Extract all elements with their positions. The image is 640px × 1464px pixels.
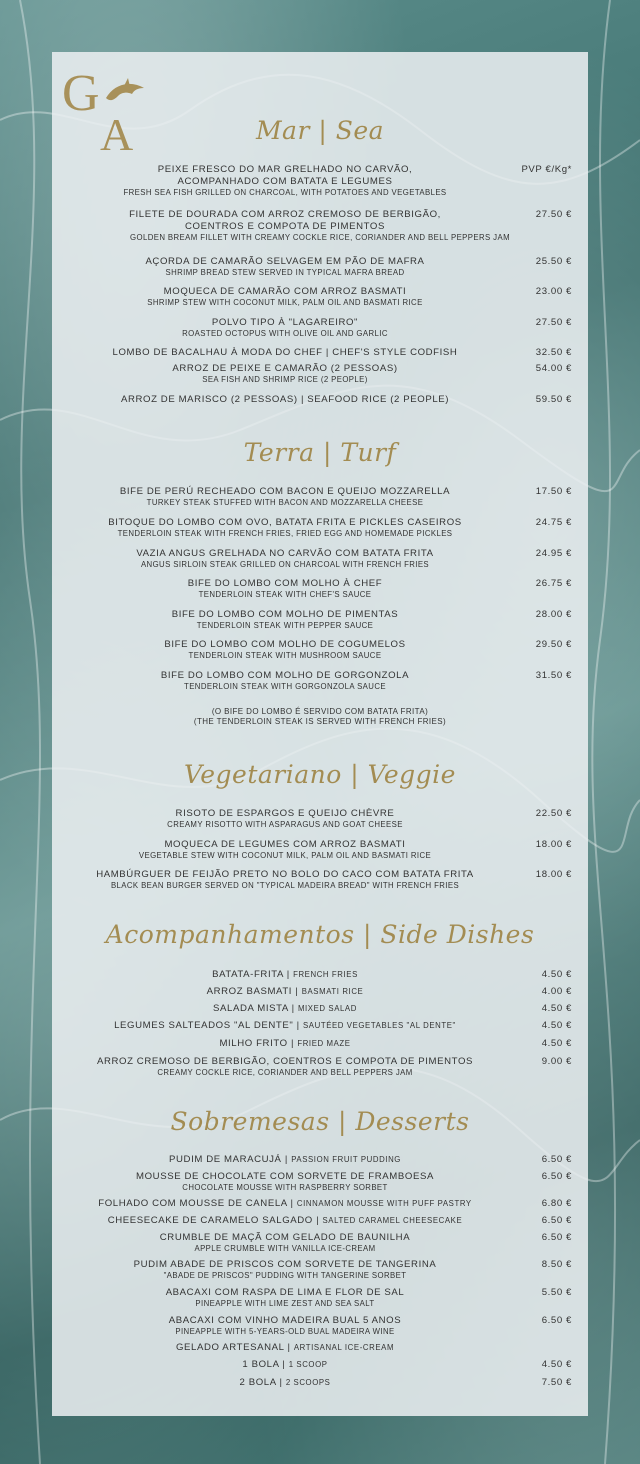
item-name: CHEESECAKE DE CARAMELO SALGADO | SALTED CARAMEL CHEESECAKE <box>107 1215 463 1226</box>
menu-item <box>52 1359 588 1371</box>
menu-item <box>52 839 588 861</box>
item-name: LOMBO DE BACALHAU À MODA DO CHEF | CHEF'S STYLE CODFISH <box>112 347 458 358</box>
menu-item <box>52 256 588 278</box>
item-price: 54.00 € <box>535 363 572 374</box>
item-price: 6.50 € <box>541 1154 572 1165</box>
item-name: POLVO TIPO À "LAGAREIRO" <box>211 317 359 328</box>
item-name: SALADA MISTA | MIXED SALAD <box>213 1003 357 1014</box>
menu-item <box>52 1342 588 1354</box>
item-price: 31.50 € <box>535 670 572 681</box>
menu-item <box>52 639 588 661</box>
item-translation: TENDERLOIN STEAK WITH FRENCH FRIES, FRIED EGG AND HOMEMADE PICKLES <box>117 529 453 538</box>
menu-item <box>52 1232 588 1254</box>
item-translation: CREAMY COCKLE RICE, CORIANDER AND BELL PEPPERS JAM <box>157 1068 413 1077</box>
item-price: 6.50 € <box>541 1315 572 1326</box>
section-title-veggie: Vegetariano | Veggie <box>184 760 456 789</box>
item-name: ARROZ DE MARISCO (2 PESSOAS) | SEAFOOD RICE (2 PEOPLE) <box>120 394 450 405</box>
menu-item <box>52 869 588 891</box>
item-price: 27.50 € <box>535 317 572 328</box>
item-name: MOQUECA DE LEGUMES COM ARROZ BASMATI <box>164 839 406 850</box>
menu-item <box>52 1259 588 1281</box>
item-price: 4.00 € <box>541 986 572 997</box>
item-price: 6.50 € <box>541 1215 572 1226</box>
menu-item <box>52 1003 588 1015</box>
item-price: 27.50 € <box>535 209 572 220</box>
item-translation: SEA FISH AND SHRIMP RICE (2 PEOPLE) <box>202 375 368 384</box>
item-price: 25.50 € <box>535 256 572 267</box>
item-price: 6.50 € <box>541 1171 572 1182</box>
item-price: 4.50 € <box>541 1020 572 1031</box>
menu-item <box>52 1020 588 1032</box>
logo-letter-a: A <box>100 109 134 160</box>
menu-item <box>52 986 588 998</box>
item-translation: PINEAPPLE WITH LIME ZEST AND SEA SALT <box>195 1299 375 1308</box>
item-price: 22.50 € <box>535 808 572 819</box>
item-name: BIFE DO LOMBO COM MOLHO À CHEF <box>187 578 383 589</box>
item-price: 5.50 € <box>541 1287 572 1298</box>
menu-item <box>52 1038 588 1050</box>
menu-item <box>52 517 588 539</box>
menu-item <box>52 486 588 508</box>
item-price: 4.50 € <box>541 1003 572 1014</box>
logo <box>60 64 146 160</box>
item-name: ARROZ BASMATI | BASMATI RICE <box>206 986 364 997</box>
item-price: 9.00 € <box>541 1056 572 1067</box>
menu-item <box>52 164 588 198</box>
item-price: 32.50 € <box>535 347 572 358</box>
item-name: BIFE DO LOMBO COM MOLHO DE GORGONZOLA <box>160 670 410 681</box>
item-name: ARROZ CREMOSO DE BERBIGÃO, COENTROS E COMPOTA DE PIMENTOS <box>96 1056 474 1067</box>
item-translation: BLACK BEAN BURGER SERVED ON "TYPICAL MADEIRA BREAD" WITH FRENCH FRIES <box>110 881 460 890</box>
item-price: PVP €/Kg* <box>521 164 572 175</box>
menu-item <box>52 394 588 406</box>
item-price: 18.00 € <box>535 839 572 850</box>
item-name: ABACAXI COM RASPA DE LIMA E FLOR DE SAL <box>165 1287 405 1298</box>
menu-item <box>52 548 588 570</box>
menu-item <box>52 670 588 692</box>
item-translation: VEGETABLE STEW WITH COCONUT MILK, PALM OIL AND BASMATI RICE <box>138 851 432 860</box>
item-translation: APPLE CRUMBLE WITH VANILLA ICE-CREAM <box>194 1244 376 1253</box>
item-name: GELADO ARTESANAL | ARTISANAL ICE-CREAM <box>175 1342 395 1353</box>
item-name: LEGUMES SALTEADOS "AL DENTE" | SAUTÉED VEGETABLES "AL DENTE" <box>114 1020 456 1031</box>
menu-item <box>52 808 588 830</box>
item-price: 28.00 € <box>535 609 572 620</box>
menu-item <box>52 1056 588 1078</box>
item-name: CRUMBLE DE MAÇÃ COM GELADO DE BAUNILHA <box>159 1232 411 1243</box>
item-name: MILHO FRITO | FRIED MAZE <box>219 1038 351 1049</box>
item-translation: TENDERLOIN STEAK WITH CHEF'S SAUCE <box>198 590 372 599</box>
item-price: 29.50 € <box>535 639 572 650</box>
menu-item <box>52 609 588 631</box>
menu-item <box>52 363 588 385</box>
item-name: PUDIM DE MARACUJÁ | PASSION FRUIT PUDDING <box>169 1154 401 1165</box>
item-name: HAMBÚRGUER DE FEIJÃO PRETO NO BOLO DO CACO COM BATATA FRITA <box>96 869 474 880</box>
item-translation: SHRIMP BREAD STEW SERVED IN TYPICAL MAFRA BREAD <box>165 268 405 277</box>
section-title-sides: Acompanhamentos | Side Dishes <box>105 920 535 949</box>
menu-item <box>52 347 588 359</box>
item-price: 24.95 € <box>535 548 572 559</box>
item-price: 7.50 € <box>541 1377 572 1388</box>
turf-note-en: (THE TENDERLOIN STEAK IS SERVED WITH FRENCH FRIES) <box>193 717 447 726</box>
item-name: BIFE DO LOMBO COM MOLHO DE PIMENTAS <box>171 609 399 620</box>
menu-item <box>52 286 588 308</box>
menu-item <box>52 1154 588 1166</box>
item-name: BITOQUE DO LOMBO COM OVO, BATATA FRITA E PICKLES CASEIROS <box>108 517 462 528</box>
section-title-sea: Mar | Sea <box>255 116 385 145</box>
item-name: VAZIA ANGUS GRELHADA NO CARVÃO COM BATATA FRITA <box>136 548 434 559</box>
item-name: BIFE DE PERÚ RECHEADO COM BACON E QUEIJO MOZZARELLA <box>119 486 451 497</box>
item-name: ABACAXI COM VINHO MADEIRA BUAL 5 ANOS <box>168 1315 402 1326</box>
menu-item <box>52 1315 588 1337</box>
item-translation: PINEAPPLE WITH 5-YEARS-OLD BUAL MADEIRA WINE <box>175 1327 395 1336</box>
menu-item <box>52 578 588 600</box>
dolphin-icon <box>104 78 148 114</box>
item-translation: CREAMY RISOTTO WITH ASPARAGUS AND GOAT CHEESE <box>167 820 403 829</box>
menu-item <box>52 209 588 243</box>
item-name: BIFE DO LOMBO COM MOLHO DE COGUMELOS <box>164 639 406 650</box>
item-price: 8.50 € <box>541 1259 572 1270</box>
item-name: 1 BOLA | 1 SCOOP <box>242 1359 328 1370</box>
menu-item <box>52 969 588 981</box>
turf-note: (O BIFE DO LOMBO É SERVIDO COM BATATA FRITA) <box>211 707 429 716</box>
item-translation: CHOCOLATE MOUSSE WITH RASPBERRY SORBET <box>182 1183 388 1192</box>
item-translation: TENDERLOIN STEAK WITH PEPPER SAUCE <box>196 621 374 630</box>
item-name-line2: COENTROS E COMPOTA DE PIMENTOS <box>185 221 385 232</box>
item-name: ARROZ DE PEIXE E CAMARÃO (2 PESSOAS) <box>172 363 398 374</box>
item-translation: ANGUS SIRLOIN STEAK GRILLED ON CHARCOAL WITH FRENCH FRIES <box>140 560 430 569</box>
menu-item <box>52 1377 588 1389</box>
item-price: 17.50 € <box>535 486 572 497</box>
item-name-line2: ACOMPANHADO COM BATATA E LEGUMES <box>177 176 393 187</box>
section-title-turf: Terra | Turf <box>243 438 397 467</box>
item-price: 6.50 € <box>541 1232 572 1243</box>
item-name: MOQUECA DE CAMARÃO COM ARROZ BASMATI <box>163 286 407 297</box>
item-price: 24.75 € <box>535 517 572 528</box>
menu-item <box>52 317 588 339</box>
menu-item <box>52 1171 588 1193</box>
menu-item <box>52 1287 588 1309</box>
item-translation: GOLDEN BREAM FILLET WITH CREAMY COCKLE RICE, CORIANDER AND BELL PEPPERS JAM <box>130 233 510 242</box>
menu-item <box>52 1215 588 1227</box>
item-translation: TENDERLOIN STEAK WITH GORGONZOLA SAUCE <box>184 682 386 691</box>
item-name: PUDIM ABADE DE PRISCOS COM SORVETE DE TANGERINA <box>133 1259 437 1270</box>
item-name: PEIXE FRESCO DO MAR GRELHADO NO CARVÃO, <box>157 164 413 175</box>
item-name: 2 BOLA | 2 SCOOPS <box>239 1377 331 1388</box>
item-translation: "ABADE DE PRISCOS" PUDDING WITH TANGERINE SORBET <box>163 1271 407 1280</box>
item-name: FILETE DE DOURADA COM ARROZ CREMOSO DE BERBIGÃO, <box>129 209 441 220</box>
item-translation: FRESH SEA FISH GRILLED ON CHARCOAL, WITH POTATOES AND VEGETABLES <box>123 188 447 197</box>
item-translation: TURKEY STEAK STUFFED WITH BACON AND MOZZARELLA CHEESE <box>146 498 424 507</box>
item-name: BATATA-FRITA | FRENCH FRIES <box>212 969 358 980</box>
item-name: FOLHADO COM MOUSSE DE CANELA | CINNAMON MOUSSE WITH PUFF PASTRY <box>98 1198 472 1209</box>
item-price: 6.80 € <box>541 1198 572 1209</box>
item-price: 18.00 € <box>535 869 572 880</box>
item-name: RISOTO DE ESPARGOS E QUEIJO CHÈVRE <box>175 808 395 819</box>
item-price: 4.50 € <box>541 969 572 980</box>
item-name: MOUSSE DE CHOCOLATE COM SORVETE DE FRAMBOESA <box>136 1171 434 1182</box>
section-title-desserts: Sobremesas | Desserts <box>170 1107 470 1136</box>
item-price: 26.75 € <box>535 578 572 589</box>
item-name: AÇORDA DE CAMARÃO SELVAGEM EM PÃO DE MAFRA <box>145 256 425 267</box>
item-price: 4.50 € <box>541 1038 572 1049</box>
item-translation: TENDERLOIN STEAK WITH MUSHROOM SAUCE <box>188 651 382 660</box>
menu-item <box>52 1198 588 1210</box>
item-translation: SHRIMP STEW WITH COCONUT MILK, PALM OIL AND BASMATI RICE <box>147 298 423 307</box>
item-translation: ROASTED OCTOPUS WITH OLIVE OIL AND GARLIC <box>182 329 388 338</box>
item-price: 23.00 € <box>535 286 572 297</box>
logo-letter-g: G <box>62 65 100 122</box>
item-price: 59.50 € <box>535 394 572 405</box>
item-price: 4.50 € <box>541 1359 572 1370</box>
